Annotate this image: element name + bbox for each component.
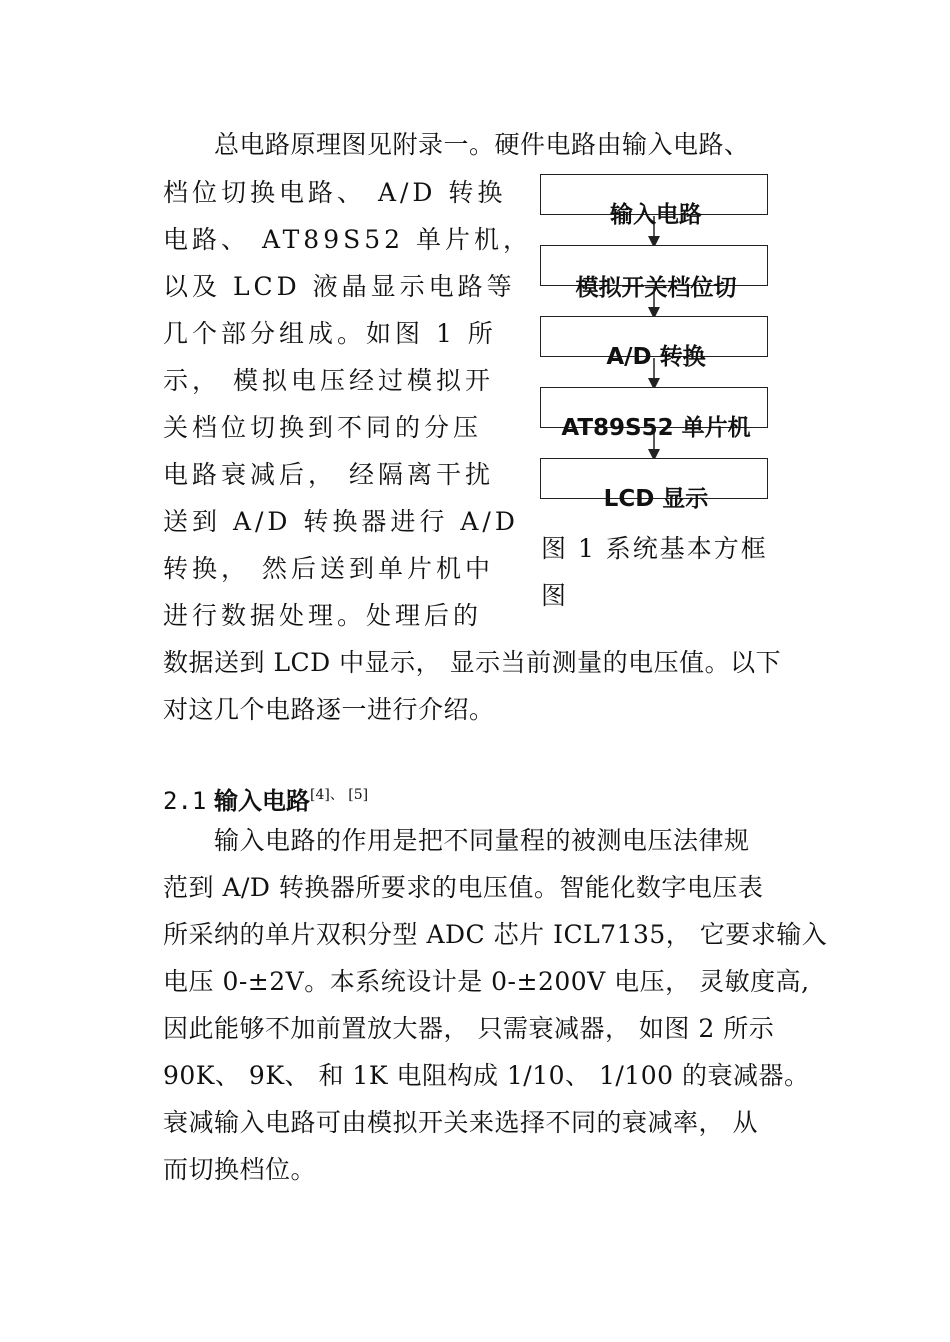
paragraph-1-line-6: 示， 模拟电压经过模拟开: [163, 366, 494, 395]
section-title: 输入电路: [214, 787, 310, 815]
block-input-circuit-label: 输入电路: [610, 202, 702, 228]
figure-1-block-diagram: [530, 170, 790, 510]
block-lcd-display-label: LCD 显示: [603, 486, 709, 512]
paragraph-2-line-3: 所采纳的单片双积分型 ADC 芯片 ICL7135， 它要求输入: [163, 920, 828, 949]
paragraph-1-line-9: 送到 A/D 转换器进行 A/D: [163, 507, 519, 536]
section-number: 2.1: [163, 787, 207, 815]
paragraph-1-line-2: 档位切换电路、 A/D 转换: [163, 178, 507, 207]
paragraph-1-line-12: 数据送到 LCD 中显示， 显示当前测量的电压值。以下: [163, 648, 782, 677]
figure-1-caption-line-2: 图: [541, 581, 569, 610]
paragraph-2-line-7: 衰减输入电路可由模拟开关来选择不同的衰减率， 从: [163, 1108, 758, 1137]
paragraph-2-line-8: 而切换档位。: [163, 1155, 317, 1184]
paragraph-2-line-2: 范到 A/D 转换器所要求的电压值。智能化数字电压表: [163, 873, 764, 902]
paragraph-1-line-8: 电路衰减后， 经隔离干扰: [163, 460, 494, 489]
block-ad-conversion-label: A/D 转换: [606, 344, 706, 370]
paragraph-2-line-4: 电压 0-±2V。本系统设计是 0-±200V 电压， 灵敏度高,: [163, 967, 810, 996]
paragraph-1-line-11: 进行数据处理。处理后的: [163, 601, 483, 630]
section-heading-2-1: [163, 780, 368, 816]
paragraph-1-line-4: 以及 LCD 液晶显示电路等: [163, 272, 516, 301]
paragraph-1-line-5: 几个部分组成。如图 1 所: [163, 319, 497, 348]
block-range-switch-label: 模拟开关档位切: [575, 275, 737, 301]
paragraph-2-line-6: 90K、 9K、 和 1K 电阻构成 1/10、 1/100 的衰减器。: [163, 1061, 810, 1090]
block-mcu-label: AT89S52 单片机: [561, 415, 751, 441]
paragraph-1-line-10: 转换， 然后送到单片机中: [163, 554, 494, 583]
paragraph-2-line-1: 输入电路的作用是把不同量程的被测电压法律规: [163, 826, 750, 855]
paragraph-1-line-3: 电路、 AT89S52 单片机，: [163, 225, 533, 254]
paragraph-1-line-1: 总电路原理图见附录一。硬件电路由输入电路、: [163, 130, 750, 159]
paragraph-1-line-13: 对这几个电路逐一进行介绍。: [163, 695, 495, 724]
section-references[interactable]: [4]、 [5]: [310, 787, 369, 803]
figure-1-caption-line-1: 图 1 系统基本方框: [541, 534, 768, 563]
paragraph-1-line-7: 关档位切换到不同的分压: [163, 413, 483, 442]
paragraph-2-line-5: 因此能够不加前置放大器， 只需衰减器， 如图 2 所示: [163, 1014, 775, 1043]
